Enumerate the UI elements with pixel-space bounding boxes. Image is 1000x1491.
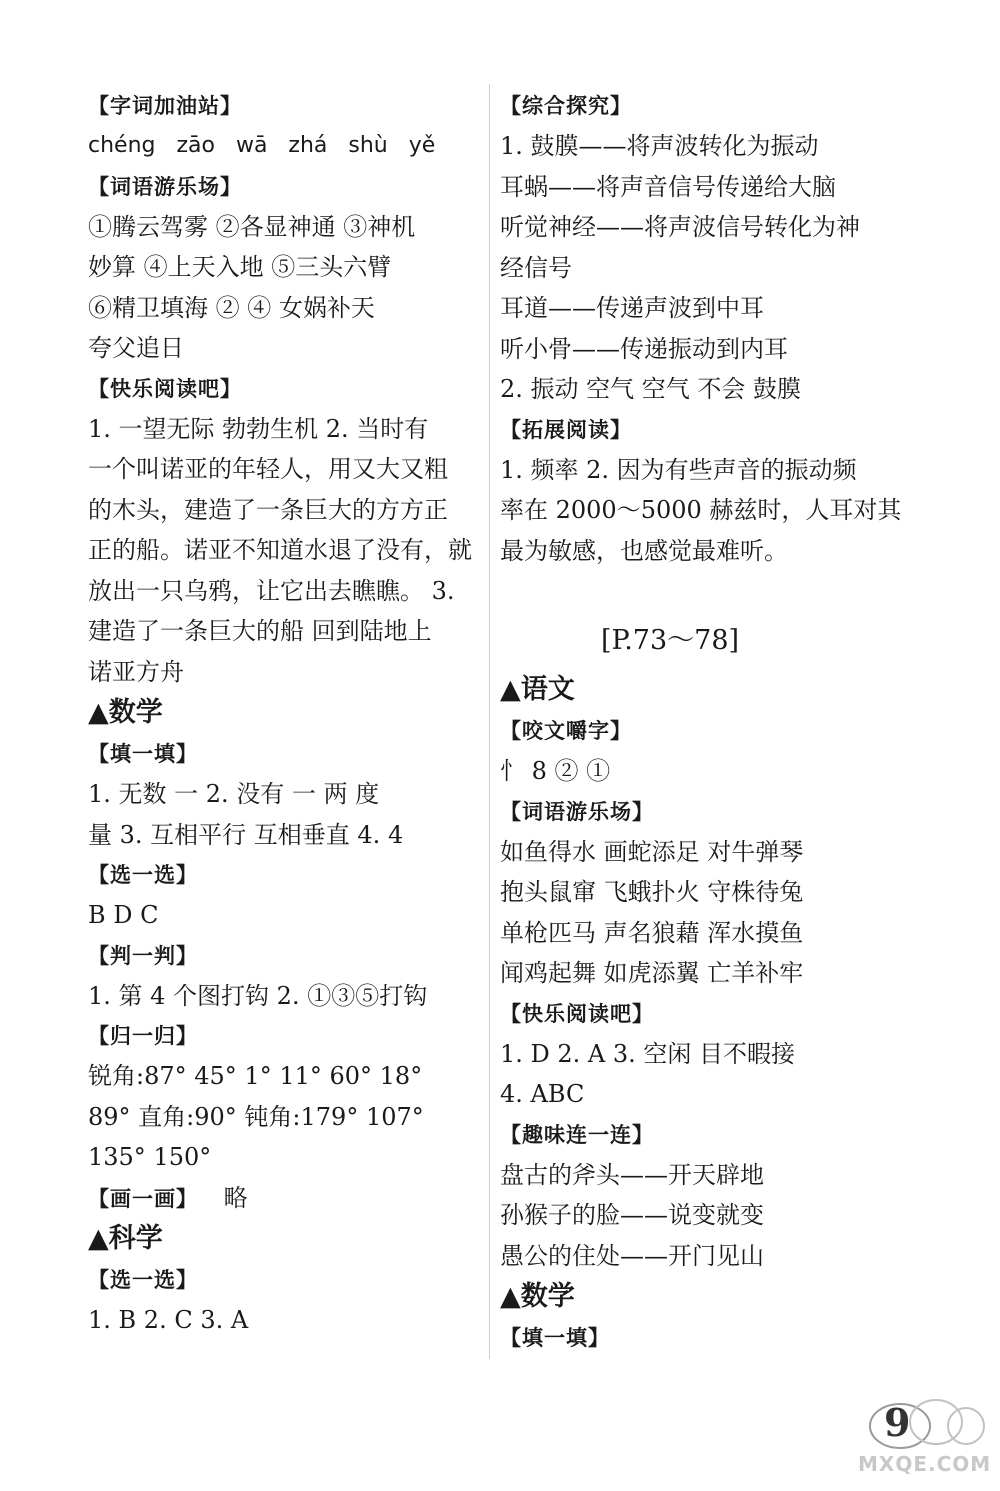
ciyu-line: ⑥精卫填海 ② ④ 女娲补天 [88,293,375,322]
page-number: 9 [884,1400,911,1445]
sci-xuan-line: 1. B 2. C 3. A [88,1306,249,1334]
subject-title-chinese: ▲语文 [500,674,575,705]
ciyu-line: ①腾云驾雾 ②各显神通 ③神机 [88,212,416,241]
zonghe-line: 听小骨——传递振动到内耳 [500,334,788,363]
pan-line: 1. 第 4 个图打钩 2. ①③⑤打钩 [88,981,428,1010]
section-header-yuedu: 【快乐阅读吧】 [88,376,242,401]
tuozhan-line: 率在 2000～5000 赫兹时，人耳对其 [500,496,902,524]
page-reference: [P.73～78] [600,625,740,656]
idiom-line: 如鱼得水 画蛇添足 对牛弹琴 [500,837,804,866]
section-header-ciyu: 【词语游乐场】 [88,174,242,199]
hua-row [88,1178,483,1219]
subject-title-math-r: ▲数学 [500,1281,575,1312]
section-header-yaowen: 【咬文嚼字】 [500,719,632,743]
section-header-gui: 【归一归】 [88,1024,198,1048]
section-header-ciyu-r: 【词语游乐场】 [500,799,654,824]
column-divider [489,84,490,1359]
section-header-hua: 【画一画】 [88,1186,198,1211]
zonghe-line: 耳道——传递声波到中耳 [500,294,764,322]
gui-line: 135° 150° [88,1143,212,1171]
section-header-zici: 【字词加油站】 [88,94,242,118]
zonghe-line: 2. 振动 空气 空气 不会 鼓膜 [500,375,802,403]
yuedu-line-r: 4. ABC [500,1080,585,1108]
yuedu-line-r: 1. D 2. A 3. 空闲 目不暇接 [500,1039,796,1068]
idiom-line: 单枪匹马 声名狼藉 浑水摸鱼 [500,918,804,947]
section-header-tian-r: 【填一填】 [500,1326,610,1350]
zonghe-line: 耳蜗——将声音信号传递给大脑 [500,172,836,201]
section-header-lian: 【趣味连一连】 [500,1122,654,1147]
tian-line: 量 3. 互相平行 互相垂直 4. 4 [88,820,404,849]
yuedu-line: 的木头，建造了一条巨大的方方正 [88,495,448,524]
yaowen-line: 忄 8 ② ① [500,757,611,785]
left-column [88,86,483,1341]
yuedu-line: 正的船。诺亚不知道水退了没有，就 [88,536,472,564]
section-header-tuozhan: 【拓展阅读】 [500,417,632,442]
tuozhan-line: 1. 频率 2. 因为有些声音的振动频 [500,455,857,484]
lian-line: 盘古的斧头——开天辟地 [500,1160,764,1189]
section-header-sci-xuan: 【选一选】 [88,1268,198,1292]
ciyu-line: 妙算 ④上天入地 ⑤三头六臂 [88,253,392,281]
gui-line: 89° 直角:90° 钝角:179° 107° [88,1102,424,1131]
zonghe-line: 听觉神经——将声波信号转化为神 [500,213,860,241]
zonghe-line: 经信号 [500,253,572,282]
yuedu-line: 一个叫诺亚的年轻人，用又大又粗 [88,455,448,483]
lian-line: 愚公的住处——开门见山 [500,1241,764,1270]
idiom-line: 抱头鼠窜 飞蛾扑火 守株待兔 [500,878,804,906]
zonghe-line: 1. 鼓膜——将声波转化为振动 [500,132,819,160]
pinyin-answers: chéng zāo wā zhá shù yě [88,133,436,158]
section-header-xuan: 【选一选】 [88,863,198,887]
spacer [500,571,900,613]
right-column [500,86,900,1358]
subject-title-science: ▲科学 [88,1223,163,1254]
watermark-text: MXQE.COM [858,1452,992,1476]
gui-line: 锐角:87° 45° 1° 11° 60° 18° [88,1062,423,1090]
yuedu-line: 诺亚方舟 [88,657,184,686]
yuedu-line: 放出一只乌鸦，让它出去瞧瞧。 3. [88,576,455,605]
tian-line: 1. 无数 一 2. 没有 一 两 度 [88,780,380,808]
ciyu-line: 夸父追日 [88,334,184,362]
yuedu-line: 建造了一条巨大的船 回到陆地上 [88,617,432,645]
watermark-logo [858,1392,992,1482]
lian-line: 孙猴子的脸——说变就变 [500,1201,764,1229]
hua-answer: 略 [223,1183,248,1212]
idiom-line: 闻鸡起舞 如虎添翼 亡羊补牢 [500,959,804,987]
tuozhan-line: 最为敏感，也感觉最难听。 [500,536,788,565]
section-header-zonghe: 【综合探究】 [500,94,632,118]
section-header-tian: 【填一填】 [88,742,198,766]
section-header-yuedu-r: 【快乐阅读吧】 [500,1001,654,1026]
subject-title-math: ▲数学 [88,697,163,728]
section-header-pan: 【判一判】 [88,943,198,968]
xuan-line: B D C [88,901,159,929]
yuedu-line: 1. 一望无际 勃勃生机 2. 当时有 [88,414,429,443]
